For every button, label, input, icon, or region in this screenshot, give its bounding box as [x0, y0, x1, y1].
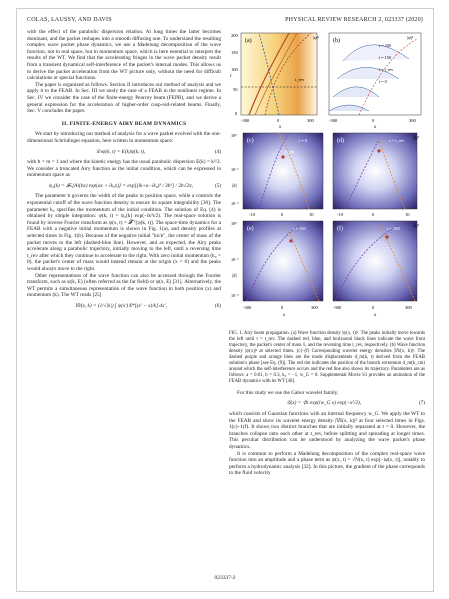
tick: 100 — [231, 67, 238, 72]
panel-d — [333, 133, 420, 217]
tick: 300 — [405, 305, 412, 310]
paragraph: with the effect of the parabolic dispersion relation. At long times the latter becomes dominant, and the packet reshapes into a smooth diffusing one. To understand the resulting complex wave packet phase dynamics, we use a Madelung decomposition of the wave function, not in real space, but in momentum space, which is here essential to interpret the results of the WT. We find that the accelerating fringes in the wave packet density result from a transient dynamical self-interference of the packet's internal modes. This allows us to derive the packet acceleration from the WT picture only, without the need for difficult calculations or special functions. — [27, 29, 221, 82]
paragraph: We start by introducing our method of analysis for a wave packet evolved with the one-dimensional Schrödinger equation, here written in momentum space: — [27, 131, 221, 144]
paragraph: The parameter b governs the width of the peaks in position space, while a controls the exponential cutoff of the wave function density to ensure its square integrability [30]. The parameter k₀ specifies the momentum of the initial condition. The solution of Eq. (4) is obtained by simple integration: ψ(k, t) = ψ₀(k) exp(−ik²t/2). The real-space solution is found by inverse Fourier transform as ψ(x, t) = 𝓕⁻¹[ψ(k, t)]. The space-time dynamics for a FEAB with a negative initial momentum is shown in Fig. 1(a), and density profiles at selected times in Fig. 1(b). Because of the negative initial "kick", the center of mass of the packet moves to the left (dashed-blue line). However, and as expected, the Airy peaks accelerate along a parabolic trajectory, initially moving to the left, until a reversing time t_rev after which they continue to accelerate to the right. With zero initial momentum (k₀ = 0), the packet's center of mass would instead remain at the origin (x = 0) and the peaks would always move to the right. — [27, 193, 221, 272]
trev-label: t_rev — [295, 77, 305, 82]
figure-1 — [229, 29, 425, 327]
tick: 10⁻² — [231, 293, 239, 298]
panel-a — [230, 33, 320, 130]
panel-label: (c) — [247, 138, 254, 144]
panel-c — [231, 133, 323, 217]
panel-f — [333, 221, 420, 318]
tick: 0 — [277, 118, 280, 123]
equation-5 — [27, 183, 221, 190]
equation-7 — [229, 400, 425, 407]
axis-label: x — [374, 313, 377, 318]
tick: 10⁰ — [231, 221, 237, 226]
tick: 300 — [409, 118, 416, 123]
time-label: t = 0 — [299, 138, 308, 143]
axis-label: x — [279, 125, 282, 130]
tick: 10⁻² — [231, 201, 239, 206]
figure-1-graphic — [229, 29, 425, 327]
tick: 10 — [405, 212, 410, 217]
axis-label: t — [230, 74, 232, 79]
time-label: t = t_rev — [389, 138, 405, 143]
time-label: t = 0 — [379, 79, 387, 84]
paragraph: Other representations of the wave function can also be accessed through the Fourier transform, such as ψ(k, E) (often referred as the far field) or ψ(x, E) [31]. Alternatively, the WT permits a simultaneous representation of the wave function in both position (x) and momentum (k). The WT reads [25] — [27, 272, 221, 299]
paragraph: which consists of Gaussian functions with an internal frequency w_G. We apply the WT to the FEAB and show its wavelet energy density |𝕎(x, k)|² at four selected times in Figs. 1(c)–1(f). It shows two distinct branches that are initially separated at t = 0. However, the branches collapse onto each other at t_rev, before splitting and spreading at longer times. This peculiar distribution can be understood by analyzing the wave packet's phase dynamics. — [229, 410, 425, 450]
equation-6 — [27, 303, 221, 310]
tick: -300 — [243, 305, 252, 310]
paragraph: The paper is organized as follows. Section II introduces our method of analysis and we apply it to the FEAB. In Sec. III we study the case of a FEAB in the nonlinear regime. In Sec. IV we consider the case of the finite-energy Pearcey beam (FEPB), and we derive a general expression for the acceleration of higher-order cusp-oid-related beams. Finally, Sec. V concludes the paper. — [27, 81, 221, 115]
equation-body: 𝒢(x) = ∜π exp(iw_G x) exp(−x²/2), — [286, 400, 362, 407]
tick: -10 — [249, 212, 255, 217]
psi-label: |ψ|² — [413, 135, 419, 140]
tick: 300 — [311, 305, 318, 310]
equation-number: (7) — [418, 400, 425, 407]
tick: -300 — [241, 118, 250, 123]
equation-number: (6) — [214, 302, 221, 309]
header-journal: PHYSICAL REVIEW RESEARCH 2, 023337 (2020) — [285, 17, 423, 23]
time-label: t = 150 — [293, 226, 306, 231]
tick: 10⁰ — [231, 133, 237, 138]
panel-label: (f) — [337, 226, 343, 232]
tick: 300 — [307, 118, 314, 123]
tick: 0 — [235, 111, 238, 116]
paragraph: It is common to perform a Madelung decomposition of the complex real-space wave function into an amplitude and a phase term as ψ(x, t) = √N(x, t) exp[−iφ(x, t)], notably to perform a hydrodynamic analysis [32]. In this picture, the gradient of the phase corresponds to the fluid velocity — [229, 450, 425, 477]
axis-label: |k| — [232, 184, 237, 189]
tick: 10 — [309, 212, 314, 217]
psi-label: |ψ|² — [407, 35, 413, 40]
time-label: t = t_rev — [379, 67, 394, 72]
tick: 10⁻¹ — [231, 257, 239, 262]
time-label: t = 150 — [379, 55, 391, 60]
axis-label: x — [374, 125, 377, 130]
equation-body: ψ₀(k) = 𝓕ₖ[Ai(bx) exp(ax + ik₀x)] = exp[(ik+a−ik₀)³ / 3b³] / 2b√2π, — [48, 182, 194, 189]
running-header — [27, 17, 423, 27]
page — [16, 8, 434, 592]
tick: 10⁻¹ — [231, 167, 239, 172]
right-column — [229, 29, 425, 477]
tick: 200 — [231, 33, 238, 38]
header-authors: COLAS, LAUSSY, AND DAVIS — [27, 17, 112, 23]
section-title: II. FINITE-ENERGY AIRY BEAM DYNAMICS — [61, 120, 187, 127]
time-label: t = 200 — [387, 226, 400, 231]
axis-label: |k| — [232, 274, 237, 279]
equation-body: i∂ₜψ(k, t) = E(k)ψ(k, t), — [96, 148, 146, 155]
paragraph: For this study we use the Gabor wavelet family, — [237, 389, 339, 396]
tick: 0 — [372, 212, 375, 217]
equation-body: 𝕎(x, k) = (1/√|k|) ∫ ψ(x′)𝒢*[(x′ − x)/k] dx′, — [74, 302, 167, 309]
equation-4 — [27, 149, 221, 156]
tick: 50 — [233, 87, 238, 92]
page-number: 023337-2 — [214, 575, 236, 581]
axis-label: x — [283, 313, 286, 318]
tick: 0 — [281, 212, 284, 217]
panel-label: (e) — [247, 226, 254, 232]
equation-number: (4) — [214, 148, 221, 155]
equation-number: (5) — [214, 182, 221, 189]
tick: 0 — [372, 118, 375, 123]
psi-label: |ψ|² — [413, 223, 419, 228]
tick: -300 — [329, 118, 338, 123]
time-label: t = 200 — [379, 43, 391, 48]
figure-caption: FIG. 1. Airy beam propagation. (a) Wave function density |ψ(x, t)|². The peaks initially move towards the left until t = t_rev. The dashed red, blue, and horizontal black lines indicate the wave front trajectory, the packet's center of mass x̄, and the reversing time t_rev, respectively. (b) Wave function density |ψ(x)|² at selected times. (c)–(f) Corresponding wavelet energy densities |𝕎(x, k)|². The dashed purple and orange lines are the mode displacements d_m(k, t) derived from the FEAB solution's phase [see Eq. (9)]. The red dot indicates the position of the branch extremum d_m(k_cm) around which the self-interference occurs and the red line also shows its trajectory. Parameters are as follows: a = 0.01, b = 0.3, k₀ = −1, w_G = 8. Supplemental Movie S1 provides an animation of the FEAB dynamics with its WT [40]. — [229, 331, 425, 384]
panel-b — [329, 33, 421, 130]
panel-e — [231, 221, 323, 318]
tick: -10 — [337, 212, 343, 217]
panel-label: (a) — [245, 38, 252, 44]
tick: 0 — [372, 305, 375, 310]
panel-label: (b) — [333, 38, 340, 44]
tick: 150 — [231, 50, 238, 55]
psi-label: |ψ|² — [313, 35, 319, 40]
kcm-label: k_cm — [285, 149, 295, 154]
tick: -300 — [333, 305, 342, 310]
panel-label: (d) — [337, 138, 344, 144]
tick: 0 — [281, 305, 284, 310]
paragraph: with ħ = m = 1 and where the kinetic energy has the usual parabolic dispersion E(k) = k²/2. We consider a truncated Airy function as the initial condition, which can be expressed in momentum space as — [27, 159, 221, 179]
left-column — [27, 29, 221, 314]
